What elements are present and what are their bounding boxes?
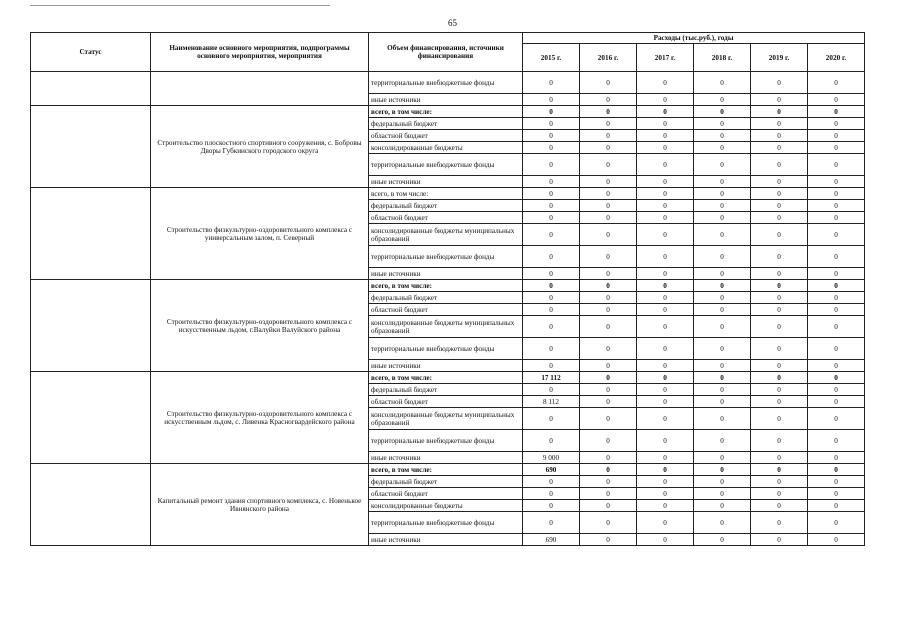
expense-value: 0 [751, 72, 808, 94]
expense-value: 0 [580, 292, 637, 304]
expense-value: 0 [523, 94, 580, 106]
expense-value: 0 [694, 396, 751, 408]
expense-value: 0 [751, 500, 808, 512]
expense-value: 0 [751, 200, 808, 212]
expense-value: 0 [580, 130, 637, 142]
expense-value: 0 [580, 176, 637, 188]
expense-value: 0 [751, 268, 808, 280]
table-row [31, 280, 865, 292]
header-expenses: Расходы (тыс.руб.), годы [523, 33, 865, 44]
expense-value: 0 [523, 268, 580, 280]
expense-value: 0 [751, 106, 808, 118]
header-source: Объем финансирования, источники финансирования [369, 33, 523, 72]
expense-value: 0 [523, 430, 580, 452]
measure-name: Строительство плоскостного спортивного сооружения, с. Бобровы Дворы Губкинского городского округа [151, 106, 369, 188]
funding-source: территориальные внебюджетные фонды [369, 338, 523, 360]
expense-value: 0 [808, 372, 865, 384]
expense-value: 0 [694, 534, 751, 546]
header-name: Наименование основного мероприятия, подпрограммы основного мероприятия, мероприятия [151, 33, 369, 72]
expense-value: 0 [751, 316, 808, 338]
status-cell [31, 280, 151, 372]
expense-value: 0 [808, 512, 865, 534]
expense-value: 0 [637, 372, 694, 384]
expense-value: 0 [694, 476, 751, 488]
expense-value: 0 [580, 212, 637, 224]
expense-value: 0 [808, 384, 865, 396]
expense-value: 0 [694, 464, 751, 476]
expense-value: 0 [808, 118, 865, 130]
expense-value: 0 [751, 360, 808, 372]
expense-value: 0 [637, 246, 694, 268]
measure-name [151, 72, 369, 106]
expense-value: 0 [637, 212, 694, 224]
funding-source: федеральный бюджет [369, 384, 523, 396]
expense-value: 0 [751, 292, 808, 304]
expense-value: 0 [694, 360, 751, 372]
expense-value: 0 [694, 488, 751, 500]
expense-value: 0 [694, 316, 751, 338]
header-year: 2015 г. [523, 44, 580, 72]
expense-value: 0 [523, 188, 580, 200]
expense-value: 0 [523, 500, 580, 512]
expense-value: 0 [637, 176, 694, 188]
expense-value: 0 [580, 154, 637, 176]
expense-value: 0 [580, 246, 637, 268]
expense-value: 0 [637, 360, 694, 372]
expense-value: 0 [637, 396, 694, 408]
expense-value: 0 [637, 316, 694, 338]
expense-value: 0 [637, 488, 694, 500]
expense-value: 0 [580, 142, 637, 154]
expense-value: 0 [580, 430, 637, 452]
funding-source: территориальные внебюджетные фонды [369, 72, 523, 94]
expense-value: 0 [637, 106, 694, 118]
expense-value: 0 [580, 304, 637, 316]
expense-value: 0 [580, 268, 637, 280]
expense-value: 0 [751, 534, 808, 546]
funding-source: консолидированные бюджеты муниципальных образований [369, 408, 523, 430]
expense-value: 0 [694, 176, 751, 188]
expense-value: 0 [751, 430, 808, 452]
expense-value: 9 000 [523, 452, 580, 464]
funding-source: всего, в том числе: [369, 106, 523, 118]
expense-value: 0 [808, 188, 865, 200]
expense-value: 0 [523, 304, 580, 316]
expense-value: 0 [523, 408, 580, 430]
expense-value: 0 [637, 268, 694, 280]
expense-value: 0 [751, 384, 808, 396]
expense-value: 0 [637, 500, 694, 512]
expense-value: 0 [808, 464, 865, 476]
expense-value: 0 [637, 512, 694, 534]
funding-source: территориальные внебюджетные фонды [369, 154, 523, 176]
funding-source: федеральный бюджет [369, 476, 523, 488]
expense-value: 0 [694, 118, 751, 130]
funding-source: консолидированные бюджеты [369, 142, 523, 154]
funding-source: областной бюджет [369, 212, 523, 224]
expense-value: 0 [637, 408, 694, 430]
expense-value: 0 [580, 360, 637, 372]
expense-value: 0 [694, 408, 751, 430]
expense-value: 0 [751, 130, 808, 142]
expense-value: 0 [580, 316, 637, 338]
header-year: 2017 г. [637, 44, 694, 72]
expense-value: 0 [523, 106, 580, 118]
funding-source: федеральный бюджет [369, 118, 523, 130]
expense-value: 0 [808, 142, 865, 154]
funding-source: федеральный бюджет [369, 292, 523, 304]
expense-value: 0 [637, 224, 694, 246]
expense-value: 0 [637, 130, 694, 142]
expense-value: 0 [808, 338, 865, 360]
expense-value: 0 [637, 280, 694, 292]
expense-value: 0 [637, 384, 694, 396]
expense-value: 0 [751, 372, 808, 384]
expense-value: 0 [751, 396, 808, 408]
funding-source: иные источники [369, 452, 523, 464]
expense-value: 0 [523, 72, 580, 94]
expense-value: 0 [751, 464, 808, 476]
expense-value: 0 [808, 304, 865, 316]
funding-source: территориальные внебюджетные фонды [369, 512, 523, 534]
expense-value: 0 [637, 464, 694, 476]
expense-value: 0 [523, 512, 580, 534]
expense-value: 0 [808, 106, 865, 118]
expense-value: 0 [523, 212, 580, 224]
expense-value: 0 [523, 476, 580, 488]
measure-name: Капитальный ремонт здания спортивного комплекса, с. Новенькое Ивнянского района [151, 464, 369, 546]
expense-value: 0 [580, 534, 637, 546]
expense-value: 0 [808, 430, 865, 452]
expense-value: 690 [523, 464, 580, 476]
expense-value: 0 [694, 224, 751, 246]
expense-value: 0 [808, 408, 865, 430]
table-row [31, 464, 865, 476]
expense-value: 0 [637, 304, 694, 316]
expense-value: 0 [523, 130, 580, 142]
expense-value: 0 [580, 476, 637, 488]
expense-value: 0 [637, 452, 694, 464]
expense-value: 0 [808, 452, 865, 464]
expense-value: 0 [580, 408, 637, 430]
funding-source: территориальные внебюджетные фонды [369, 430, 523, 452]
funding-source: иные источники [369, 360, 523, 372]
expense-value: 0 [523, 488, 580, 500]
expense-value: 0 [694, 212, 751, 224]
header-year: 2016 г. [580, 44, 637, 72]
table-row [31, 72, 865, 94]
funding-source: иные источники [369, 268, 523, 280]
status-cell [31, 188, 151, 280]
expense-value: 0 [580, 188, 637, 200]
funding-source: всего, в том числе: [369, 372, 523, 384]
expense-value: 0 [580, 396, 637, 408]
expense-value: 0 [751, 94, 808, 106]
funding-source: областной бюджет [369, 396, 523, 408]
expense-value: 0 [637, 154, 694, 176]
expense-value: 0 [808, 360, 865, 372]
expense-value: 0 [694, 452, 751, 464]
expense-value: 0 [580, 224, 637, 246]
expense-value: 0 [751, 488, 808, 500]
expense-value: 0 [808, 268, 865, 280]
expense-value: 0 [523, 360, 580, 372]
expense-value: 0 [751, 280, 808, 292]
page-number: 65 [448, 18, 457, 28]
expense-value: 0 [694, 142, 751, 154]
expense-value: 17 112 [523, 372, 580, 384]
header-year: 2018 г. [694, 44, 751, 72]
expense-value: 0 [523, 246, 580, 268]
expense-value: 0 [808, 316, 865, 338]
expense-value: 0 [580, 200, 637, 212]
expense-value: 0 [694, 268, 751, 280]
expense-value: 0 [751, 212, 808, 224]
expense-value: 0 [751, 188, 808, 200]
table-row [31, 372, 865, 384]
funding-source: областной бюджет [369, 304, 523, 316]
expense-value: 0 [694, 106, 751, 118]
expense-value: 8 112 [523, 396, 580, 408]
expense-value: 0 [523, 384, 580, 396]
measure-name: Строительство физкультурно-оздоровительного комплекса с искусственным льдом, г.Валуйки Валуйского района [151, 280, 369, 372]
expense-value: 0 [694, 304, 751, 316]
expense-value: 0 [808, 396, 865, 408]
expense-value: 0 [637, 476, 694, 488]
expense-value: 0 [694, 200, 751, 212]
measure-name: Строительство физкультурно-оздоровительного комплекса с искусственным льдом, с. Ливенка Красногвардейского района [151, 372, 369, 464]
expense-value: 0 [808, 212, 865, 224]
expense-value: 0 [637, 338, 694, 360]
expense-value: 0 [808, 534, 865, 546]
expense-value: 0 [637, 188, 694, 200]
expense-value: 0 [580, 72, 637, 94]
funding-source: консолидированные бюджеты муниципальных образований [369, 224, 523, 246]
header-status: Статус [31, 33, 151, 72]
expense-value: 0 [694, 94, 751, 106]
expense-value: 0 [637, 118, 694, 130]
expense-value: 0 [751, 142, 808, 154]
expense-value: 0 [808, 476, 865, 488]
expense-value: 0 [808, 224, 865, 246]
expense-value: 0 [808, 130, 865, 142]
expense-value: 0 [694, 72, 751, 94]
expense-value: 690 [523, 534, 580, 546]
expense-value: 0 [523, 154, 580, 176]
expense-value: 0 [808, 94, 865, 106]
expense-value: 0 [637, 72, 694, 94]
expense-value: 0 [694, 500, 751, 512]
table-row [31, 106, 865, 118]
expense-value: 0 [751, 304, 808, 316]
expense-value: 0 [637, 430, 694, 452]
expense-value: 0 [751, 176, 808, 188]
expense-value: 0 [808, 280, 865, 292]
expense-value: 0 [694, 130, 751, 142]
expense-value: 0 [580, 500, 637, 512]
expense-value: 0 [580, 372, 637, 384]
expense-value: 0 [751, 154, 808, 176]
expense-value: 0 [808, 176, 865, 188]
expense-value: 0 [637, 534, 694, 546]
expense-value: 0 [523, 118, 580, 130]
expense-value: 0 [694, 372, 751, 384]
expense-value: 0 [580, 338, 637, 360]
expense-value: 0 [637, 292, 694, 304]
expense-value: 0 [580, 464, 637, 476]
expense-value: 0 [694, 338, 751, 360]
table-body [31, 72, 865, 546]
expense-value: 0 [808, 154, 865, 176]
funding-source: иные источники [369, 94, 523, 106]
status-cell [31, 72, 151, 106]
expense-value: 0 [580, 280, 637, 292]
expense-value: 0 [751, 338, 808, 360]
expense-value: 0 [808, 488, 865, 500]
funding-source: областной бюджет [369, 130, 523, 142]
status-cell [31, 106, 151, 188]
expense-value: 0 [580, 452, 637, 464]
expense-value: 0 [637, 200, 694, 212]
expense-value: 0 [751, 408, 808, 430]
expense-value: 0 [751, 246, 808, 268]
expense-value: 0 [808, 292, 865, 304]
expense-value: 0 [523, 176, 580, 188]
status-cell [31, 372, 151, 464]
expense-value: 0 [523, 292, 580, 304]
expense-value: 0 [751, 512, 808, 534]
expense-value: 0 [637, 142, 694, 154]
expense-value: 0 [751, 452, 808, 464]
expense-value: 0 [694, 384, 751, 396]
funding-source: иные источники [369, 534, 523, 546]
expense-value: 0 [808, 246, 865, 268]
funding-source: федеральный бюджет [369, 200, 523, 212]
expense-value: 0 [523, 224, 580, 246]
expense-value: 0 [580, 106, 637, 118]
expense-value: 0 [751, 476, 808, 488]
funding-source: областной бюджет [369, 488, 523, 500]
expense-value: 0 [808, 500, 865, 512]
expense-value: 0 [580, 384, 637, 396]
funding-source: всего, в том числе: [369, 464, 523, 476]
funding-source: консолидированные бюджеты муниципальных образований [369, 316, 523, 338]
expense-value: 0 [580, 512, 637, 534]
expense-value: 0 [694, 292, 751, 304]
expense-value: 0 [694, 512, 751, 534]
expense-value: 0 [523, 200, 580, 212]
expense-value: 0 [808, 200, 865, 212]
expense-value: 0 [751, 118, 808, 130]
expense-value: 0 [751, 224, 808, 246]
funding-source: иные источники [369, 176, 523, 188]
scan-top-line [30, 5, 330, 6]
expense-value: 0 [523, 142, 580, 154]
expense-value: 0 [694, 246, 751, 268]
expense-value: 0 [694, 430, 751, 452]
expense-value: 0 [637, 94, 694, 106]
funding-source: консолидированные бюджеты [369, 500, 523, 512]
financing-table [30, 32, 865, 546]
expense-value: 0 [523, 280, 580, 292]
header-year: 2019 г. [751, 44, 808, 72]
funding-source: всего, в том числе: [369, 188, 523, 200]
funding-source: всего, в том числе: [369, 280, 523, 292]
funding-source: территориальные внебюджетные фонды [369, 246, 523, 268]
expense-value: 0 [580, 118, 637, 130]
expense-value: 0 [580, 488, 637, 500]
expense-value: 0 [580, 94, 637, 106]
expense-value: 0 [694, 188, 751, 200]
expense-value: 0 [694, 280, 751, 292]
expense-value: 0 [808, 72, 865, 94]
expense-value: 0 [694, 154, 751, 176]
expense-value: 0 [523, 338, 580, 360]
expense-value: 0 [523, 316, 580, 338]
table-row [31, 188, 865, 200]
header-year: 2020 г. [808, 44, 865, 72]
status-cell [31, 464, 151, 546]
measure-name: Строительство физкультурно-оздоровительного комплекса с универсальным залом, п. Северный [151, 188, 369, 280]
